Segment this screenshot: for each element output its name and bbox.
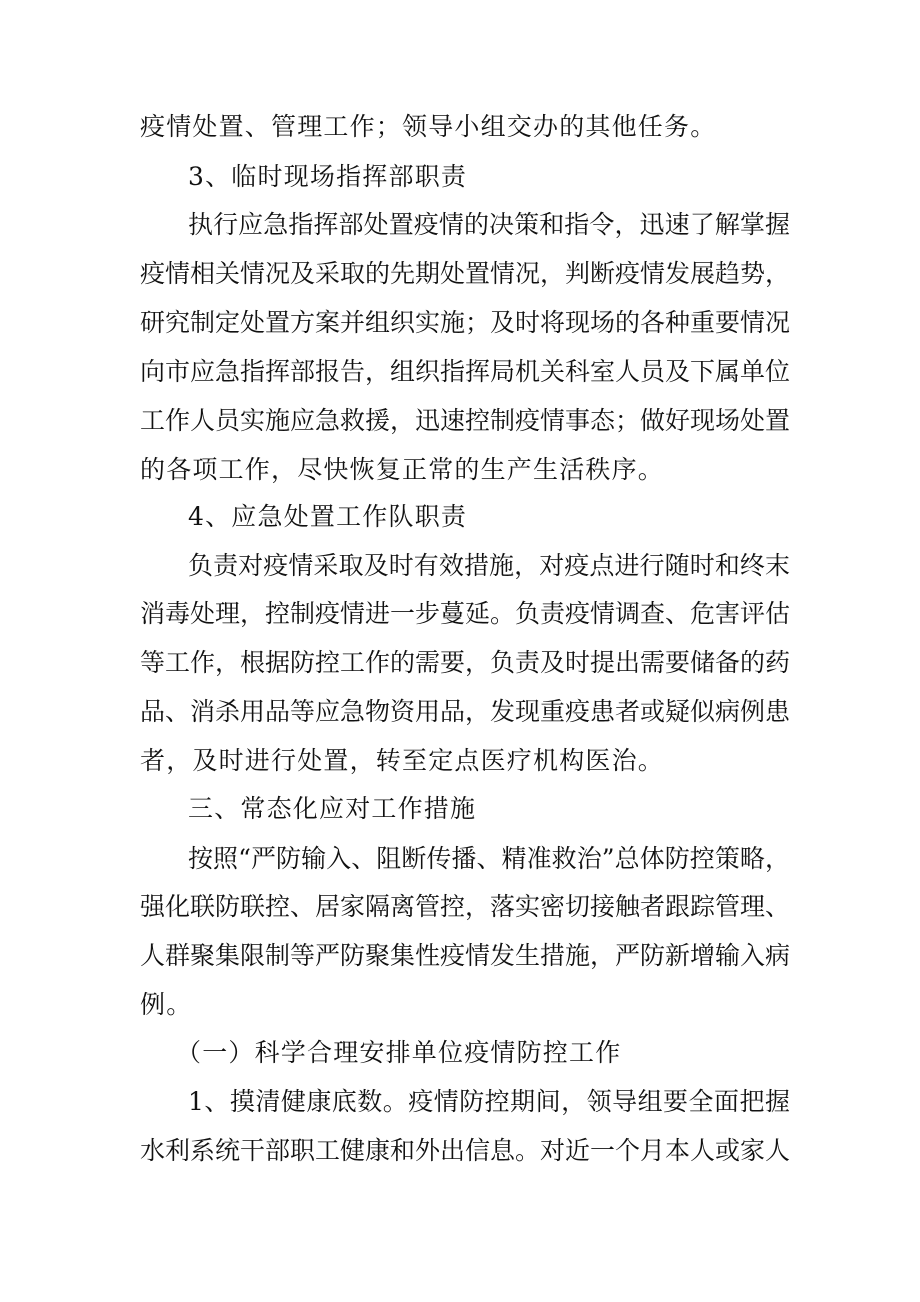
paragraph-line: 消毒处理，控制疫情进一步蔓延。负责疫情调查、危害评估 (140, 599, 791, 628)
paragraph-line: 研究制定处置方案并组织实施；及时将现场的各种重要情况 (140, 308, 791, 337)
paragraph-line: 例。 (140, 990, 193, 1019)
paragraph-line: 工作人员实施应急救援，迅速控制疫情事态；做好现场处置 (140, 406, 791, 435)
paragraph-line: 品、消杀用品等应急物资用品，发现重疫患者或疑似病例患 (140, 697, 791, 726)
paragraph-line: 水利系统干部职工健康和外出信息。对近一个月本人或家人 (140, 1136, 791, 1165)
subsection-heading: （一）科学合理安排单位疫情防控工作 (176, 1038, 622, 1067)
paragraph-line: 人群聚集限制等严防聚集性疫情发生措施，严防新增输入病 (140, 941, 791, 970)
section-heading: 三、常态化应对工作措施 (188, 794, 477, 823)
paragraph-line: 负责对疫情采取及时有效措施，对疫点进行随时和终末 (188, 551, 790, 580)
paragraph-line: 者，及时进行处置，转至定点医疗机构医治。 (140, 746, 665, 775)
paragraph-line: 1、摸清健康底数。疫情防控期间，领导组要全面把握 (188, 1087, 790, 1116)
section-heading: 4、应急处置工作队职责 (188, 502, 468, 531)
paragraph-line: 按照“严防输入、阻断传播、精准救治”总体防控策略， (188, 844, 790, 873)
paragraph-line: 等工作，根据防控工作的需要，负责及时提出需要储备的药 (140, 648, 791, 677)
paragraph-line: 疫情处置、管理工作；领导小组交办的其他任务。 (140, 112, 717, 141)
paragraph-line: 执行应急指挥部处置疫情的决策和指令，迅速了解掌握 (188, 210, 790, 239)
paragraph-line: 向市应急指挥部报告，组织指挥局机关科室人员及下属单位 (140, 357, 791, 386)
paragraph-line: 强化联防联控、居家隔离管控，落实密切接触者跟踪管理、 (140, 892, 791, 921)
paragraph-line: 疫情相关情况及采取的先期处置情况，判断疫情发展趋势， (140, 259, 791, 288)
section-heading: 3、临时现场指挥部职责 (188, 162, 468, 191)
paragraph-line: 的各项工作，尽快恢复正常的生产生活秩序。 (140, 455, 665, 484)
